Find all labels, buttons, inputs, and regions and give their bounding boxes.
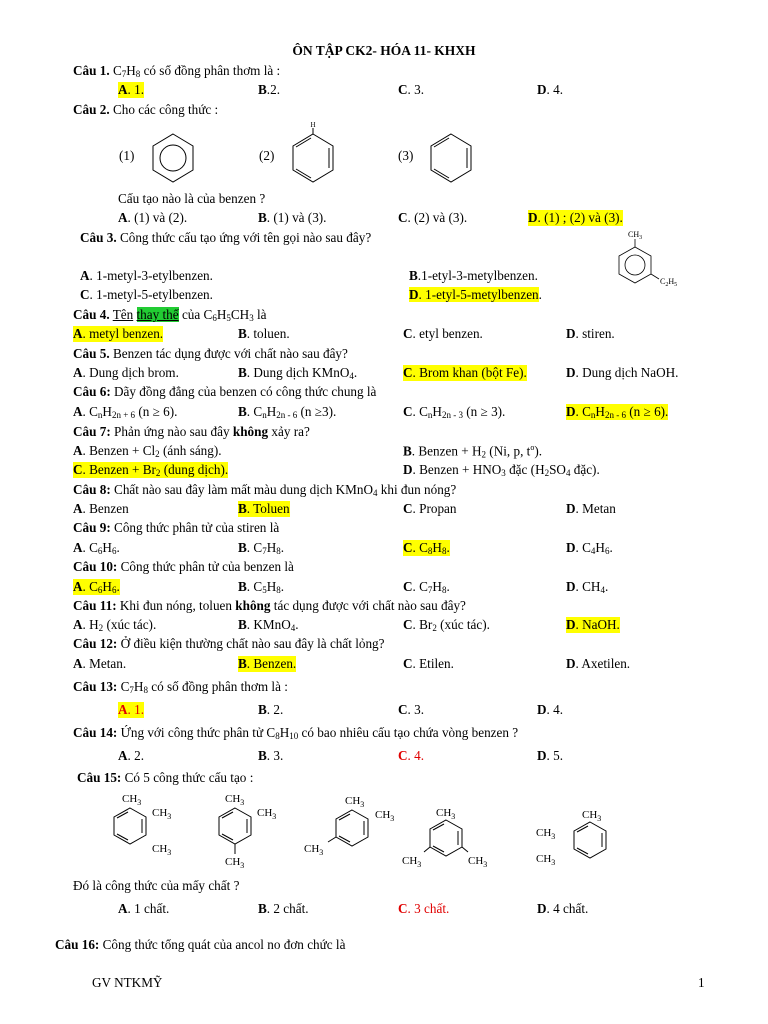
option-b[interactable]: B. Toluen: [238, 501, 290, 516]
benzene-ring-3: [426, 131, 476, 185]
page-title: ÔN TẬP CK2- HÓA 11- KHXH: [292, 43, 476, 58]
option-b[interactable]: B. $C_nH_{2n - 6}$ (n ≥3).: [238, 404, 337, 420]
option-d[interactable]: D. Metan: [566, 501, 616, 516]
option-d[interactable]: D. 4 chất.: [537, 901, 589, 916]
question-text: Benzen tác dụng được với chất nào sau đây?: [112, 346, 348, 361]
question-label: Câu 15:: [77, 770, 122, 785]
question-text: Công thức phân tử của benzen là: [120, 559, 294, 574]
question-text: $C_7H_8$ có số đồng phân thơm là :: [120, 679, 288, 695]
option-c[interactable]: C. 1-metyl-5-etylbenzen.: [80, 287, 213, 302]
question-label: Câu 16:: [55, 937, 100, 952]
option-b[interactable]: B. $C_7H_8$.: [238, 540, 285, 556]
option-a[interactable]: A. 1.: [118, 702, 145, 717]
question-label: Câu 6:: [73, 384, 111, 399]
svg-text:CH3: $CH_3$: [257, 807, 277, 821]
option-c[interactable]: C. $C_7H_8$.: [403, 579, 450, 595]
svg-text:CH3: $CH_3$: [468, 855, 488, 869]
formula-2-atom-label: H: [310, 121, 316, 129]
option-d[interactable]: D. $CH_4$.: [566, 579, 609, 595]
option-c[interactable]: C. $Br_2$ (xúc tác).: [403, 617, 490, 633]
question-12-options: [0, 656, 768, 674]
question-5: [0, 346, 768, 364]
question-2-prompt: Cấu tạo nào là của benzen ?: [118, 191, 266, 206]
question-4-options: [0, 326, 768, 344]
option-b[interactable]: B. toluen.: [238, 326, 290, 341]
option-c[interactable]: C. 3.: [398, 82, 425, 97]
structure-3: [300, 790, 410, 870]
question-label: Câu 12:: [73, 636, 118, 651]
formula-1-label: (1): [119, 148, 135, 163]
option-a[interactable]: A. 1.: [118, 82, 145, 97]
option-b[interactable]: B. Dung dịch KMnO$_4$.: [238, 365, 358, 381]
question-1: [0, 63, 768, 81]
page-number: 1: [698, 975, 705, 990]
question-text: Công thức cấu tạo ứng với tên gọi nào sau đây?: [119, 230, 372, 245]
option-d[interactable]: D. 5.: [537, 748, 564, 763]
svg-text:CH3: $CH_3$: [152, 807, 172, 821]
formula-3-label: (3): [398, 148, 414, 163]
option-a[interactable]: A. Benzen: [73, 501, 129, 516]
question-text: Chất nào sau đây làm mất màu dung dịch KMnO$_4$ khi đun nóng?: [114, 482, 457, 498]
option-d[interactable]: D. NaOH.: [566, 617, 620, 632]
option-a[interactable]: A. Benzen + $Cl_2$ (ánh sáng).: [73, 443, 222, 459]
option-d[interactable]: D. $C_nH_{2n - 6}$ (n ≥ 6).: [566, 404, 669, 420]
question-14-options: [0, 748, 768, 766]
question-label: Câu 7:: [73, 424, 111, 439]
option-b[interactable]: B. 3.: [258, 748, 284, 763]
svg-text:CH3: $CH_3$: [225, 856, 245, 870]
svg-text:CH3: $CH_3$: [536, 853, 556, 867]
option-d[interactable]: D. stiren.: [566, 326, 615, 341]
mol-side-label: $C_2H_5$: [660, 277, 678, 288]
option-a[interactable]: A. $C_6H_6$.: [73, 540, 120, 556]
question-15-options: [0, 901, 768, 919]
question-label: Câu 13:: [73, 679, 118, 694]
mol-top-label: $CH_3$: [628, 230, 643, 241]
question-label: Câu 8:: [73, 482, 111, 497]
svg-text:CH3: $CH_3$: [345, 795, 365, 809]
question-10-options: [0, 579, 768, 597]
question-11: Câu 11: Khi đun nóng, toluen không tác dụng được với chất nào sau đây?: [73, 598, 466, 613]
question-15: [0, 770, 768, 788]
structure-5: [532, 802, 624, 872]
svg-text:CH3: $CH_3$: [225, 793, 245, 807]
question-text: Dãy đồng đẳng của benzen có công thức chung là: [114, 384, 377, 399]
question-6-options: [0, 404, 768, 422]
question-label: Câu 2.: [73, 102, 110, 117]
option-c[interactable]: C. Brom khan (bột Fe).: [403, 365, 527, 380]
question-label: Câu 1.: [73, 63, 110, 78]
question-text: Ứng với công thức phân tử $C_8H_{10}$ có bao nhiêu cấu tạo chứa vòng benzen ?: [120, 725, 519, 741]
option-c[interactable]: C. $C_8H_8$.: [403, 540, 450, 556]
question-text: Có 5 công thức cấu tạo :: [124, 770, 254, 785]
question-label: Câu 14:: [73, 725, 118, 740]
question-7: Câu 7: Phản ứng nào sau đây không xảy ra?: [73, 424, 310, 439]
question-8: [0, 482, 768, 500]
option-c[interactable]: C. 4.: [398, 748, 425, 763]
question-12: [0, 636, 768, 654]
option-b[interactable]: B. Benzen.: [238, 656, 297, 671]
question-2-formulas: [0, 148, 768, 166]
benzene-ring-2: [288, 118, 338, 184]
question-label: Câu 4.: [73, 307, 110, 322]
option-a[interactable]: A. $C_nH_{2n + 6}$ (n ≥ 6).: [73, 404, 178, 420]
option-a[interactable]: A. metyl benzen.: [73, 326, 164, 341]
question-7-options-row2: [0, 462, 768, 480]
option-a[interactable]: A. Dung dịch brom.: [73, 365, 179, 380]
question-9-options: [0, 540, 768, 558]
option-b[interactable]: B.2.: [258, 82, 280, 97]
benzene-ring-1: [148, 131, 198, 185]
question-7-options-row1: [0, 443, 768, 461]
svg-text:CH3: $CH_3$: [582, 809, 602, 823]
question-3-options-row2: [0, 287, 768, 305]
question-11-options: [0, 617, 768, 635]
structure-4: [398, 802, 498, 872]
question-10: [0, 559, 768, 577]
question-2: [0, 102, 768, 120]
option-d[interactable]: D. $C_4H_6$.: [566, 540, 613, 556]
question-label: Câu 3.: [80, 230, 117, 245]
question-label: Câu 10:: [73, 559, 118, 574]
option-b[interactable]: B. Benzen + $H_2$ (Ni, p, $t^o$).: [403, 443, 543, 460]
option-c[interactable]: C. (2) và (3).: [398, 210, 468, 225]
formula-2-label: (2): [259, 148, 275, 163]
svg-text:CH3: $CH_3$: [375, 809, 395, 823]
question-text: $C_7H_8$ có số đồng phân thơm là :: [112, 63, 281, 79]
option-b[interactable]: B. 2 chất.: [258, 901, 309, 916]
option-b[interactable]: B. (1) và (3).: [258, 210, 327, 225]
question-text: Công thức tổng quát của ancol no đơn chức là: [102, 937, 346, 952]
option-a[interactable]: A. $C_6H_6$.: [73, 579, 120, 595]
option-a[interactable]: A. 1 chất.: [118, 901, 170, 916]
question-text: Công thức phân tử của stiren là: [114, 520, 280, 535]
question-13: [0, 679, 768, 697]
question-14: [0, 725, 768, 743]
option-d[interactable]: D. 1-etyl-5-metylbenzen.: [409, 287, 542, 302]
option-b[interactable]: B. KMnO$_4$.: [238, 617, 299, 633]
question-4: Câu 4. Tên thay thế của $C_6H_5CH_3$ là: [73, 307, 267, 323]
footer-author: GV NTKMỸ: [92, 975, 163, 990]
question-6: [0, 384, 768, 402]
option-c[interactable]: C. Propan: [403, 501, 457, 516]
option-c[interactable]: C. Benzen + $Br_2$ (dung dịch).: [73, 462, 229, 478]
option-c[interactable]: C. Etilen.: [403, 656, 454, 671]
question-13-options: [0, 702, 768, 720]
option-a[interactable]: A. 1-metyl-3-etylbenzen.: [80, 268, 213, 283]
option-a[interactable]: A. (1) và (2).: [118, 210, 188, 225]
svg-text:CH3: $CH_3$: [152, 843, 172, 857]
option-d[interactable]: D. Axetilen.: [566, 656, 631, 671]
option-d[interactable]: D. 4.: [537, 702, 564, 717]
question-label: Câu 5.: [73, 346, 110, 361]
option-c[interactable]: C. $C_nH_{2n - 3}$ (n ≥ 3).: [403, 404, 506, 420]
question-text: Cho các công thức :: [112, 102, 219, 117]
svg-text:CH3: $CH_3$: [402, 855, 422, 869]
option-d[interactable]: D. Benzen + $HNO_3$ đặc ($H_2SO_4$ đặc).: [403, 462, 600, 478]
option-b[interactable]: B. $C_5H_8$.: [238, 579, 285, 595]
option-b[interactable]: B. 2.: [258, 702, 284, 717]
option-a[interactable]: A. Metan.: [73, 656, 127, 671]
question-15-prompt: Đó là công thức của mấy chất ?: [73, 878, 240, 893]
option-b[interactable]: B.1-etyl-3-metylbenzen.: [409, 268, 538, 283]
svg-text:CH3: $CH_3$: [122, 793, 142, 807]
option-c[interactable]: C. 3 chất.: [398, 901, 450, 916]
question-8-options: [0, 501, 768, 519]
svg-text:CH3: $CH_3$: [304, 843, 324, 857]
question-9: [0, 520, 768, 538]
option-d[interactable]: D. 4.: [537, 82, 564, 97]
option-c[interactable]: C. 3.: [398, 702, 425, 717]
question-5-options: [0, 365, 768, 383]
question-1-options: [0, 82, 768, 100]
option-a[interactable]: A. $H_2$ (xúc tác).: [73, 617, 157, 633]
question-label: Câu 11:: [73, 598, 117, 613]
option-d[interactable]: D. (1) ; (2) và (3).: [528, 210, 623, 225]
question-text: Ở điều kiện thường chất nào sau đây là chất lỏng?: [120, 636, 385, 651]
question-16: [0, 937, 768, 955]
structure-2: [205, 788, 297, 870]
question-3-options-row1: [0, 268, 768, 286]
svg-text:CH3: $CH_3$: [536, 827, 556, 841]
structure-1: [100, 788, 192, 868]
svg-text:CH3: $CH_3$: [436, 807, 456, 821]
question-2-options: [0, 210, 768, 228]
option-d[interactable]: D. Dung dịch NaOH.: [566, 365, 679, 380]
question-label: Câu 9:: [73, 520, 111, 535]
option-a[interactable]: A. 2.: [118, 748, 145, 763]
option-c[interactable]: C. etyl benzen.: [403, 326, 483, 341]
